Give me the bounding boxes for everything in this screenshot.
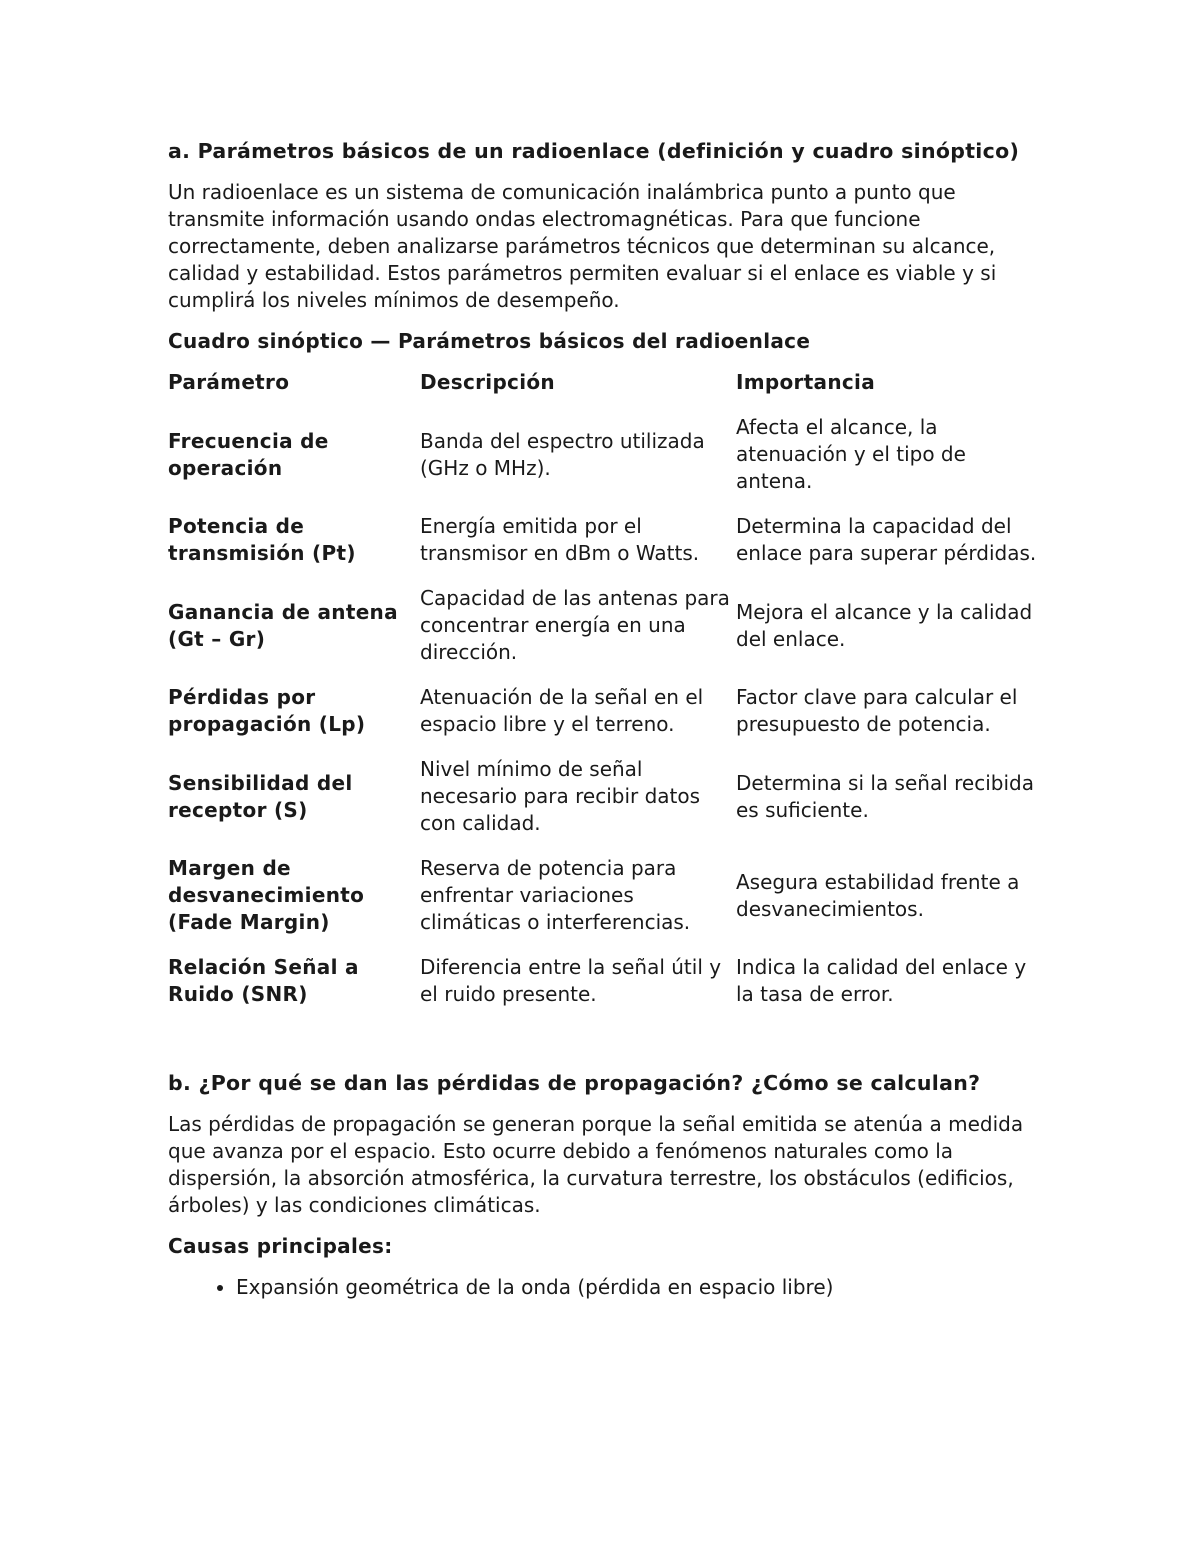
parameter-name: Margen de desvanecimiento (Fade Margin) <box>168 856 365 934</box>
parameter-importance: Afecta el alcance, la atenuación y el tipo de antena. <box>736 415 966 493</box>
parameter-importance: Determina la capacidad del enlace para superar pérdidas. <box>736 514 1037 565</box>
parameter-importance: Indica la calidad del enlace y la tasa de error. <box>736 955 1027 1006</box>
header-parametro: Parámetro <box>168 370 290 394</box>
parameter-description: Energía emitida por el transmisor en dBm o Watts. <box>420 514 700 565</box>
parameter-description: Reserva de potencia para enfrentar variaciones climáticas o interferencias. <box>420 856 691 934</box>
table-row <box>168 414 1038 513</box>
parameter-description: Banda del espectro utilizada (GHz o MHz). <box>420 428 705 480</box>
header-descripcion: Descripción <box>420 370 555 394</box>
table-title: Cuadro sinóptico — Parámetros básicos del radioenlace <box>168 329 811 353</box>
causes-title: Causas principales: <box>168 1234 393 1258</box>
parameter-importance: Mejora el alcance y la calidad del enlace. <box>736 599 1033 651</box>
section-a-paragraph: Un radioenlace es un sistema de comunicación inalámbrica punto a punto que transmite información usando ondas electromagnéticas. Para que funcione correctamente, deben analizarse parámetros técnicos que determinan su alcance, calidad y estabilidad. Estos parámetros permiten evaluar si el enlace es viable y si cumplirá los niveles mínimos de desempeño. <box>168 180 997 312</box>
section-a-heading: a. Parámetros básicos de un radioenlace (definición y cuadro sinóptico) <box>168 139 1020 163</box>
table-row <box>168 855 1038 954</box>
parameter-description: Nivel mínimo de señal necesario para recibir datos con calidad. <box>420 757 701 835</box>
causes-list <box>168 1274 1038 1301</box>
parameter-importance: Factor clave para calcular el presupuesto de potencia. <box>736 685 1018 736</box>
parameter-name: Pérdidas por propagación (Lp) <box>168 685 366 736</box>
section-b-heading: b. ¿Por qué se dan las pérdidas de propagación? ¿Cómo se calculan? <box>168 1071 981 1095</box>
parameter-importance: Determina si la señal recibida es suficiente. <box>736 770 1034 822</box>
table-row <box>168 513 1038 585</box>
parameter-importance: Asegura estabilidad frente a desvanecimientos. <box>736 869 1020 921</box>
parameter-description: Capacidad de las antenas para concentrar energía en una dirección. <box>420 586 730 664</box>
document-page <box>168 138 1038 1301</box>
parameter-name: Frecuencia de operación <box>168 428 329 480</box>
table-row <box>168 954 1038 1026</box>
parameter-description: Atenuación de la señal en el espacio libre y el terreno. <box>420 685 704 736</box>
parameter-name: Ganancia de antena (Gt – Gr) <box>168 599 398 651</box>
parameter-name: Relación Señal a Ruido (SNR) <box>168 955 359 1006</box>
header-importancia: Importancia <box>736 370 876 394</box>
table-row <box>168 585 1038 684</box>
section-b-paragraph: Las pérdidas de propagación se generan porque la señal emitida se atenúa a medida que avanza por el espacio. Esto ocurre debido a fenómenos naturales como la dispersión, la absorción atmosférica, la curvatura terrestre, los obstáculos (edificios, árboles) y las condiciones climáticas. <box>168 1112 1024 1217</box>
table-row <box>168 756 1038 855</box>
parameter-name: Sensibilidad del receptor (S) <box>168 770 353 822</box>
table-row <box>168 684 1038 756</box>
parameter-description: Diferencia entre la señal útil y el ruido presente. <box>420 955 722 1006</box>
parameter-name: Potencia de transmisión (Pt) <box>168 514 356 565</box>
list-item: • Expansión geométrica de la onda (pérdida en espacio libre) <box>236 1274 1038 1301</box>
table-header-row <box>168 369 1038 414</box>
parameters-table <box>168 369 1038 1026</box>
